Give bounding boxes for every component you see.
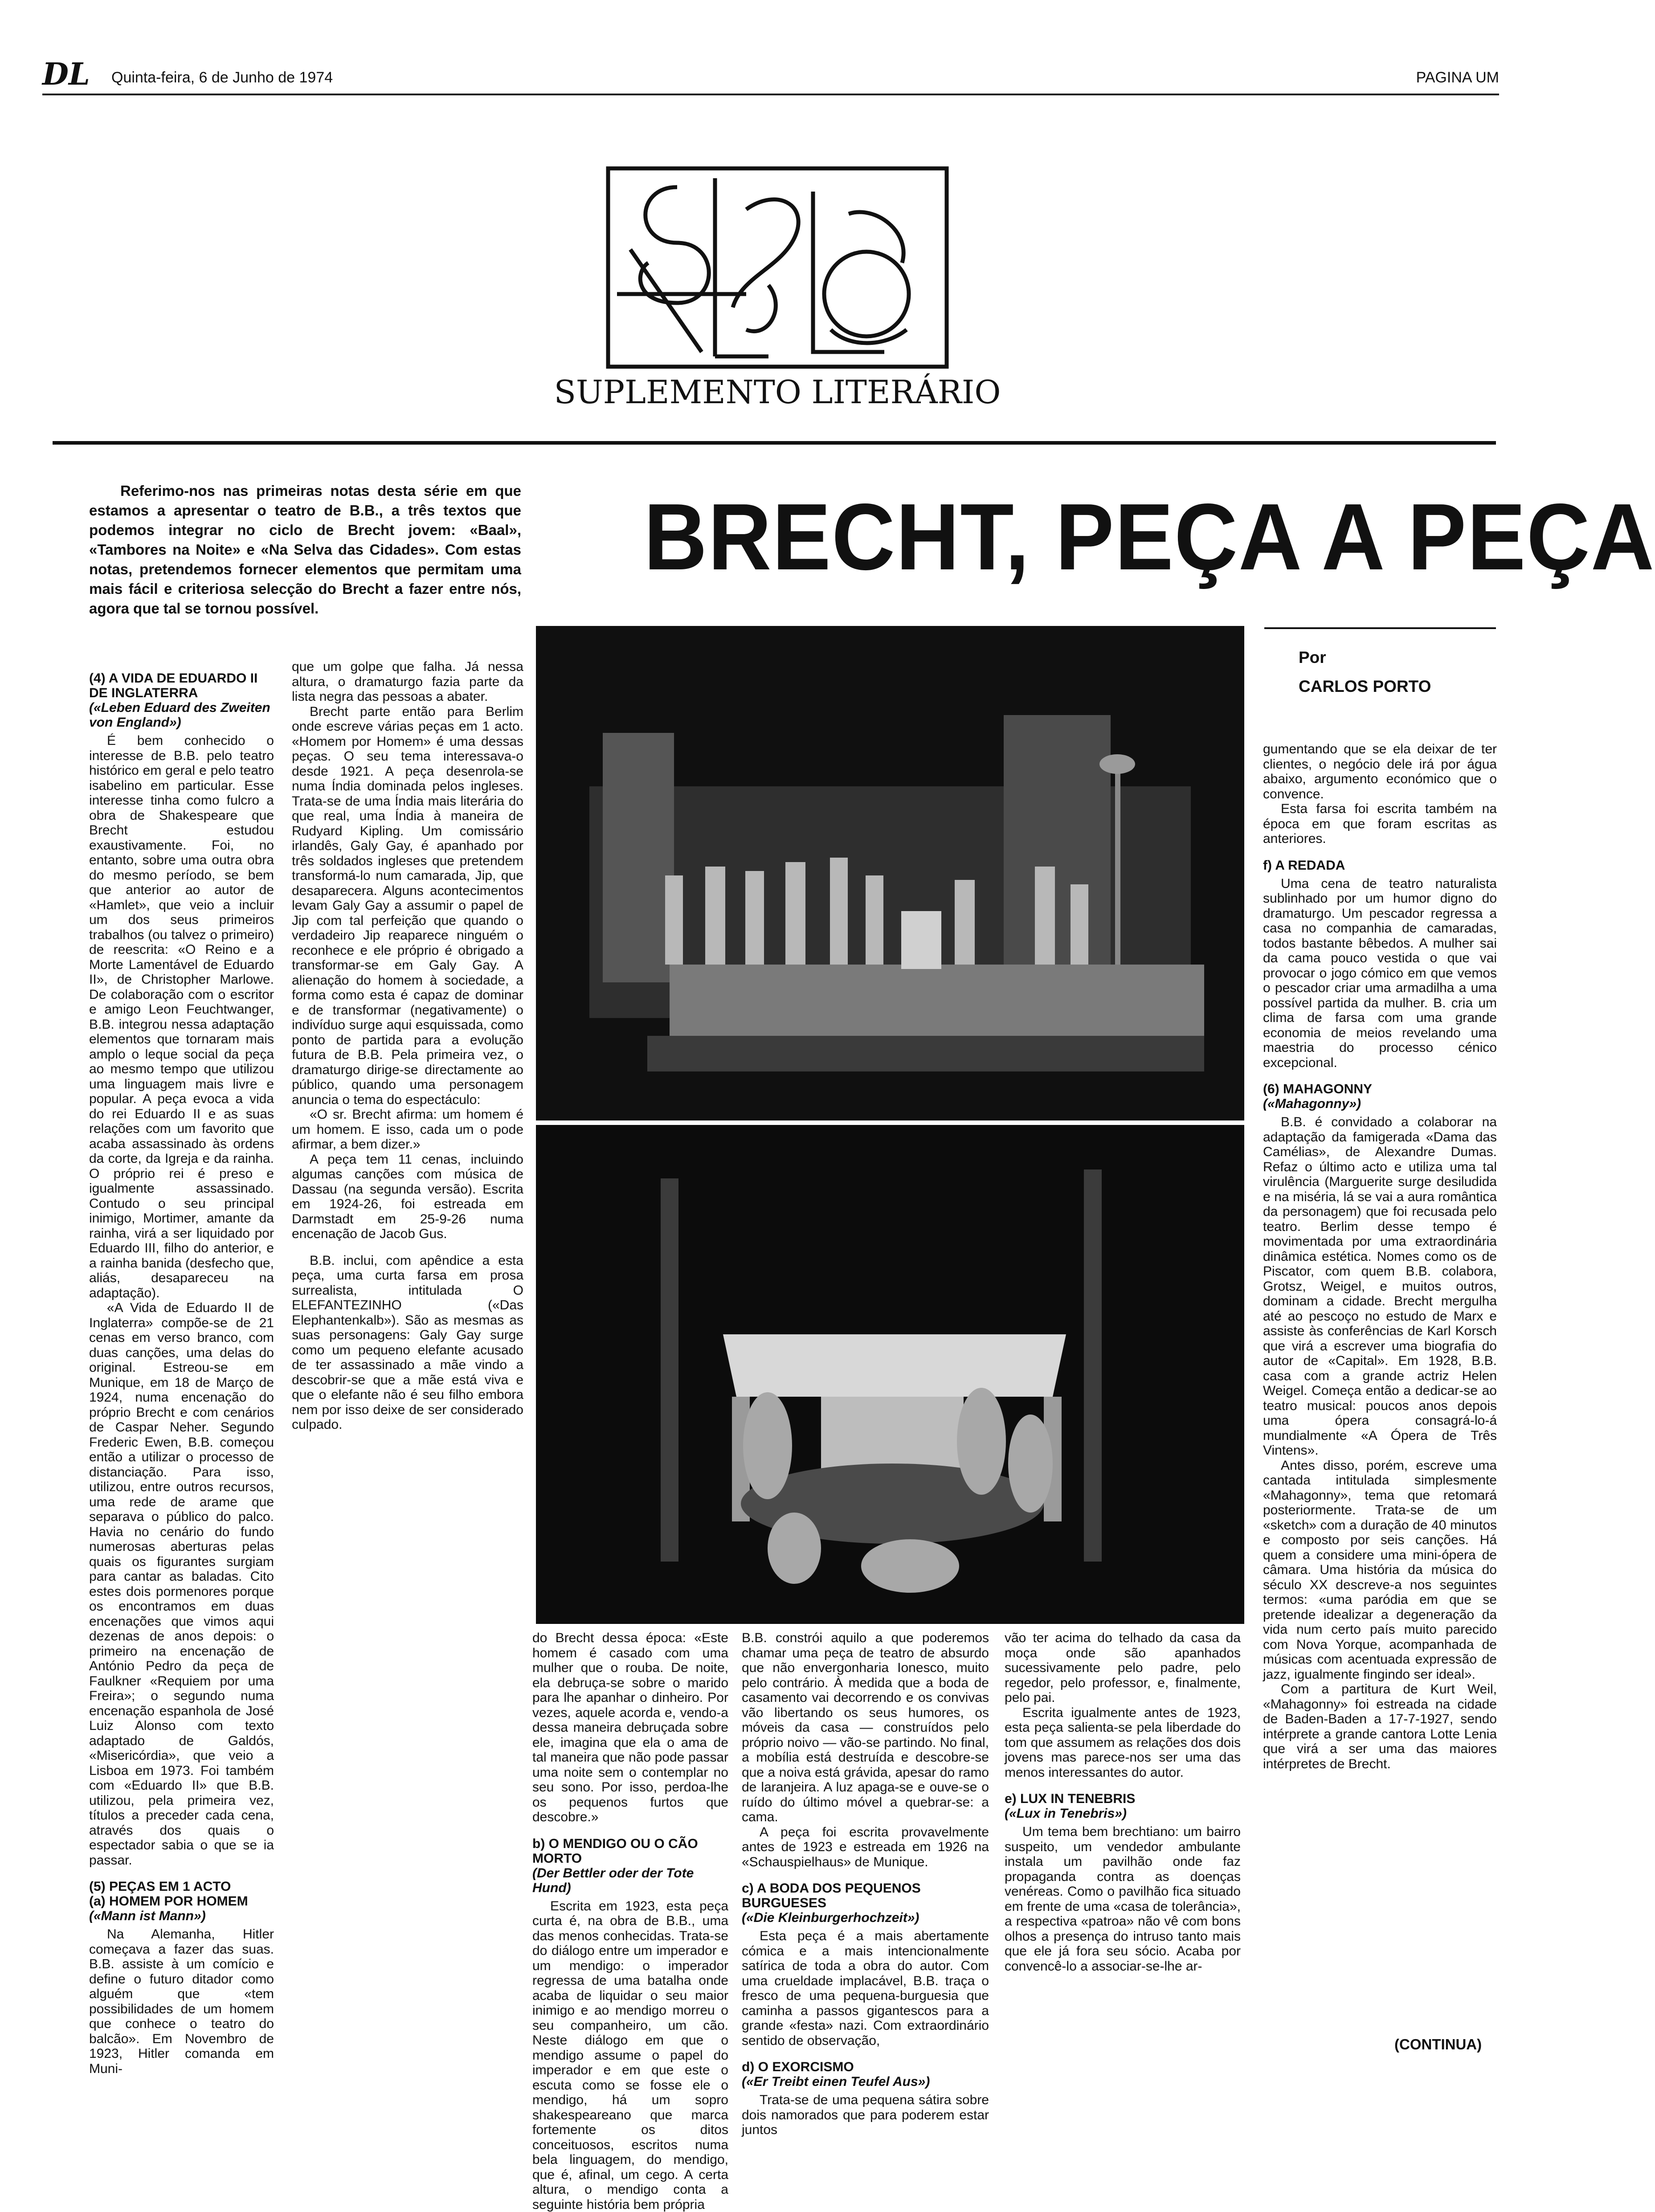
paragraph: Escrita em 1923, esta peça curta é, na obra de B.B., uma das menos conhecidas. Trata-se do diálogo entre um imperador e um mendigo: o imperador regressa de uma batalha onde acaba de liquidar o seu maior inimigo e ao mendigo morreu o seu companheiro, um cão. Neste diálogo em que o mendigo assume o papel do imperador e em que este o escuta como se fosse ele o mendigo, há um sopro shakespeareano que marca fortemente os ditos conceituosos, escritos numa bela linguagem, do mendigo, que é, afinal, um cego. A certa altura, o mendigo conta a seguinte história bem própria xyxy=(532,1899,728,2212)
section-heading-title: (6) MAHAGONNY xyxy=(1263,1082,1497,1096)
stage-photo-top xyxy=(536,626,1244,1120)
byline-rule xyxy=(1264,627,1496,629)
stage-scene-image xyxy=(536,626,1244,1120)
paragraph: Um tema bem brechtiano: um bairro suspeito, um vendedor ambulante instala um pavilhão onde faz propaganda contra as doenças venéreas. Como o pavilhão fica situado em frente de uma «casa de tolerância», a respectiva «patroa» não vê com bons olhos a presença do intruso tanto mais que ele já fora seu sócio. Acaba por convencê-lo a associar-se-lhe ar- xyxy=(1005,1824,1241,1974)
masthead-logo-icon xyxy=(42,57,91,93)
byline-by: Por xyxy=(1299,648,1326,667)
paragraph: A peça foi escrita provavelmente antes de 1923 e estreada em 1926 na «Schauspielhaus» de Munique. xyxy=(742,1825,989,1870)
paragraph: Trata-se de uma pequena sátira sobre dois namorados que para poderem estar juntos xyxy=(742,2093,989,2138)
column-lower-2 xyxy=(742,1631,989,2058)
column-lower-3 xyxy=(1005,1631,1241,2058)
section-heading-mendigo xyxy=(532,1836,728,1895)
paragraph: vão ter acima do telhado da casa da moça onde são apanhados sucessivamente pelo padre, pelo regedor, pelo professor, e, finalmente, pelo pai. xyxy=(1005,1631,1241,1705)
masthead-logo xyxy=(42,57,91,93)
section-heading-title: (5) PEÇAS EM 1 ACTO xyxy=(89,1879,274,1894)
paragraph: B.B. é convidado a colaborar na adaptação da famigerada «Dama das Camélias», de Alexandre Dumas. Refaz o último acto e utiliza uma tal virulência (Marguerite surge desiludida e na miséria, lá se vai a aura romântica da personagem) que foi recusada pelo teatro. Berlim desse tempo é movimentada por uma extraordinária dinâmica estética. Nomes como os de Piscator, com quem B.B. colabora, Grotsz, Weigel, e muitos outros, dominam a cidade. Brecht mergulha até ao pescoço no estudo de Marx e assiste às conferências de Karl Korsch que virá a escrever uma biografia do autor de «Capital». Em 1928, B.B. casa com a grande actriz Helen Weigel. Começa então a dedicar-se ao teatro musical: poucos anos depois uma ópera consagrá-lo-á mundialmente «A Ópera de Três Vintens». xyxy=(1263,1115,1497,1458)
continua-label: (CONTINUA) xyxy=(1394,2036,1482,2053)
section-heading-original: («Lux in Tenebris») xyxy=(1005,1806,1241,1821)
column-lower-1 xyxy=(532,1631,728,2058)
section-heading-title: d) O EXORCISMO xyxy=(742,2060,989,2074)
section-heading-original: («Mann ist Mann») xyxy=(89,1909,274,1923)
column-right xyxy=(1263,742,1497,2003)
section-rule xyxy=(53,441,1496,445)
paragraph: «O sr. Brecht afirma: um homem é um homem. E isso, cada um o pode afirmar, a bem dizer.» xyxy=(292,1107,523,1152)
paragraph: do Brecht dessa época: «Este homem é casado com uma mulher que o rouba. De noite, ela debruça-se sobre o marido para lhe apanhar o dinheiro. Por vezes, aquele acorda e, vendo-a dessa maneira debruçada sobre ele, imagina que ela o ama de tal maneira que não pode passar uma noite sem o contemplar no seu sono. Por isso, perdoa-lhe os pequenos furtos que descobre.» xyxy=(532,1631,728,1825)
paragraph: B.B. inclui, com apêndice a esta peça, uma curta farsa em prosa surrealista, intitulada O ELEFANTEZINHO («Das Elephantenkalb»). São as mesmas as suas personagens: Galy Gay surge como um pequeno elefante acusado de ter assassinado a mãe vindo a descobrir-se que a mãe está viva e que o elefante não é seu filho embora nem por isso deixe de ser considerado culpado. xyxy=(292,1253,523,1432)
byline-author: CARLOS PORTO xyxy=(1299,677,1431,696)
paragraph: É bem conhecido o interesse de B.B. pelo teatro histórico em geral e pelo teatro isabelino em particular. Esse interesse tinha como fulcro a obra de Shakespeare que Brecht estudou exaustivamente. Foi, no entanto, sobre uma outra obra do mesmo período, se bem que anterior ao autor de «Hamlet», que veio a incluir um dos seus primeiros trabalhos (ou talvez o primeiro) de reescrita: «O Reino e a Morte Lamentável de Eduardo II», de Christopher Marlowe. De colaboração com o escritor e amigo Leon Feuchtwanger, B.B. integrou nessa adaptação elementos que tornaram mais amplo o leque social da peça ao mesmo tempo que utilizou uma linguagem mais livre e popular. A peça evoca a vida do rei Eduardo II e as suas relações com um favorito que acaba assassinado às ordens da corte, da Igreja e da rainha. O próprio rei é preso e igualmente assassinado. Contudo o seu principal inimigo, Mortimer, amante da rainha, virá a ser liquidado por Eduardo III, filho do anterior, e a rainha banida (desfecho que, aliás, desapareceu na adaptação). xyxy=(89,733,274,1300)
section-heading-mahagonny xyxy=(1263,1082,1497,1111)
section-heading-eduardo xyxy=(89,671,274,730)
paragraph: Com a partitura de Kurt Weil, «Mahagonny» foi estreada na cidade de Baden-Baden a 17-7-1927, sendo intérprete a grande cantora Lotte Lenia que virá a ser uma das maiores intérpretes de Brecht. xyxy=(1263,1682,1497,1771)
section-heading-exorcismo xyxy=(742,2060,989,2089)
paragraph: Brecht parte então para Berlim onde escreve várias peças em 1 acto. «Homem por Homem» é uma dessas peças. O seu tema interessava-o desde 1921. A peça desenrola-se numa Índia dominada pelos ingleses. Trata-se de uma Índia mais literária do que real, uma Índia à maneira de Rudyard Kipling. Um comissário irlandês, Galy Gay, é apanhado por três soldados ingleses que pretendem transformá-lo num camarada, Jip, que desaparecera. Alguns acontecimentos levam Galy Gay a assumir o papel de Jip com tal perfeição que quando o verdadeiro Jip reaparece ninguém o reconhece e ele próprio é obrigado a transformar-se em Galy Gay. A alienação do homem à sociedade, a forma como esta é capaz de dominar e de transformar (negativamente) o indivíduo surge aqui esquissada, como ponto de partida para a evolução futura de B.B. Pela primeira vez, o dramaturgo dirige-se directamente ao público, quando uma personagem anuncia o tema do espectáculo: xyxy=(292,704,523,1108)
paragraph: Antes disso, porém, escreve uma cantada intitulada simplesmente «Mahagonny», tema que retomará posteriormente. Trata-se de um «sketch» com a duração de 40 minutos e composto por seis canções. Há quem a considere uma mini-ópera de câmara. Uma história da música do século XX descreve-a nos seguintes termos: «uma paródia em que se pretende idealizar a degeneração da vida num certo país muito parecido com Nova Yorque, acompanhada de músicas com acentuada expressão de jazz, igualmente fingindo ser ideal». xyxy=(1263,1458,1497,1682)
paragraph: Esta farsa foi escrita também na época em que foram escritas as anteriores. xyxy=(1263,801,1497,846)
section-heading-boda xyxy=(742,1881,989,1925)
section-heading-original: («Die Kleinburgerhochzeit») xyxy=(742,1910,989,1925)
section-heading-subtitle: (a) HOMEM POR HOMEM xyxy=(89,1894,274,1909)
paragraph: Uma cena de teatro naturalista sublinhado por um humor digno do dramaturgo. Um pescador regressa a casa no companhia de camaradas, todos bastante bêbedos. A mulher sai da cama pouco vestida o que vai provocar o jogo cómico em que vemos o pescador criar uma armadilha a uma possível partida da mulher. B. cria um clima de farsa com uma grande economia de meios revelando uma maestria do processo cénico excepcional. xyxy=(1263,876,1497,1071)
paragraph: «A Vida de Eduardo II de Inglaterra» compõe-se de 21 cenas em verso branco, com duas canções, uma delas do original. Estreou-se em Munique, em 18 de Março de 1924, numa encenação do próprio Brecht e com cenários de Caspar Neher. Segundo Frederic Ewen, B.B. começou então a utilizar o processo de distanciação. Para isso, utilizou, entre outros recursos, uma rede de arame que separava o público do palco. Havia no cenário do fundo numerosas aberturas pelas quais os figurantes surgiam para cantar as baladas. Cito estes dois pormenores porque os encontramos em duas encenações que vimos aqui dezenas de anos depois: o primeiro na encenação de António Pedro da peça de Faulkner «Requiem por uma Freira»; o segundo numa encenação espanhola de José Luiz Alonso com texto adaptado de Galdós, «Misericórdia», que veio a Lisboa em 1973. Foi também com «Eduardo II» que B.B. utilizou, pela primeira vez, títulos a preceder cada cena, através dos quais o espectador sabia o que se ia passar. xyxy=(89,1300,274,1868)
section-heading-title: f) A REDADA xyxy=(1263,858,1497,873)
column-2 xyxy=(292,659,523,1606)
paragraph: Esta peça é a mais abertamente cómica e a mais intencionalmente satírica de toda a obra do autor. Com uma crueldade implacável, B.B. traça o fresco de uma pequena-burguesia que caminha a passos gigantescos para a grande «festa» nazi. Com extraordinário sentido de observação, xyxy=(742,1929,989,2048)
section-heading-original: («Leben Eduard des Zweiten von England») xyxy=(89,700,274,730)
column-1 xyxy=(89,659,274,2058)
paragraph: B.B. constrói aquilo a que poderemos chamar uma peça de teatro de absurdo que não envergonharia Ionesco, muito pelo contrário. À medida que a boda de casamento vai decorrendo e os convivas vão libertando os seus humores, os móveis da casa — construídos pelo próprio noivo — vão-se partindo. No final, a mobília está destruída e descobre-se que a noiva está grávida, apesar do ramo de laranjeira. A luz apaga-se e ouve-se o ruído do último móvel a quebrar-se: a cama. xyxy=(742,1631,989,1825)
paragraph: que um golpe que falha. Já nessa altura, o dramaturgo fazia parte da lista negra das pessoas a abater. xyxy=(292,659,523,704)
section-heading-redada xyxy=(1263,858,1497,873)
paragraph: Na Alemanha, Hitler começava a fazer das suas. B.B. assiste à um comício e define o futuro ditador como alguém que «tem possibilidades de um homem que conhece o teatro do balcão». Em Novembro de 1923, Hitler comanda em Muni- xyxy=(89,1927,274,2076)
section-heading-lux xyxy=(1005,1791,1241,1821)
paragraph: gumentando que se ela deixar de ter clientes, o negócio dele irá por água abaixo, argumento económico que o convence. xyxy=(1263,742,1497,801)
paragraph: A peça tem 11 cenas, incluindo algumas canções com música de Dassau (na segunda versão). Escrita em 1924-26, foi estreada em Darmstadt em 25-9-26 numa encenação de Jacob Gus. xyxy=(292,1152,523,1242)
section-heading-original: (Der Bettler oder der Tote Hund) xyxy=(532,1866,728,1895)
section-heading-title: e) LUX IN TENEBRIS xyxy=(1005,1791,1241,1806)
intro-text: Referimo-nos nas primeiras notas desta série em que estamos a apresentar o teatro de B.B., a três textos que podemos integrar no ciclo de Brecht jovem: «Baal», «Tambores na Noite» e «Na Selva das Cidades». Com estas notas, pretendemos fornecer elementos que permitam uma mais fácil e criteriosa selecção do Brecht a fazer entre nós, agora que tal se tornou possível. xyxy=(89,481,521,618)
section-heading-title: b) O MENDIGO OU O CÃO MORTO xyxy=(532,1836,728,1866)
stage-photo-bottom xyxy=(536,1125,1244,1624)
supplement-caption: SUPLEMENTO LITERÁRIO xyxy=(554,373,1001,411)
header-date: Quinta-feira, 6 de Junho de 1974 xyxy=(111,69,333,86)
masthead-mark: DL xyxy=(41,57,90,92)
section-heading-original: («Mahagonny») xyxy=(1263,1096,1497,1111)
header-page: PAGINA UM xyxy=(1416,69,1499,86)
supplement-logo xyxy=(599,160,956,410)
section-heading-homem xyxy=(89,1879,274,1923)
sl-monogram-icon xyxy=(599,160,956,410)
header-rule xyxy=(42,94,1499,95)
headline: BRECHT, PEÇA A PEÇA xyxy=(644,481,1389,593)
banquet-scene-image xyxy=(536,1125,1244,1624)
section-heading-original: («Er Treibt einen Teufel Aus») xyxy=(742,2074,989,2089)
section-heading-title: (4) A VIDA DE EDUARDO II DE INGLATERRA xyxy=(89,671,274,700)
section-heading-title: c) A BODA DOS PEQUENOS BURGUESES xyxy=(742,1881,989,1910)
paragraph: Escrita igualmente antes de 1923, esta peça salienta-se pela liberdade do tom que assumem as relações dos dois jovens mas parece-nos ser uma das menos interessantes do autor. xyxy=(1005,1705,1241,1780)
